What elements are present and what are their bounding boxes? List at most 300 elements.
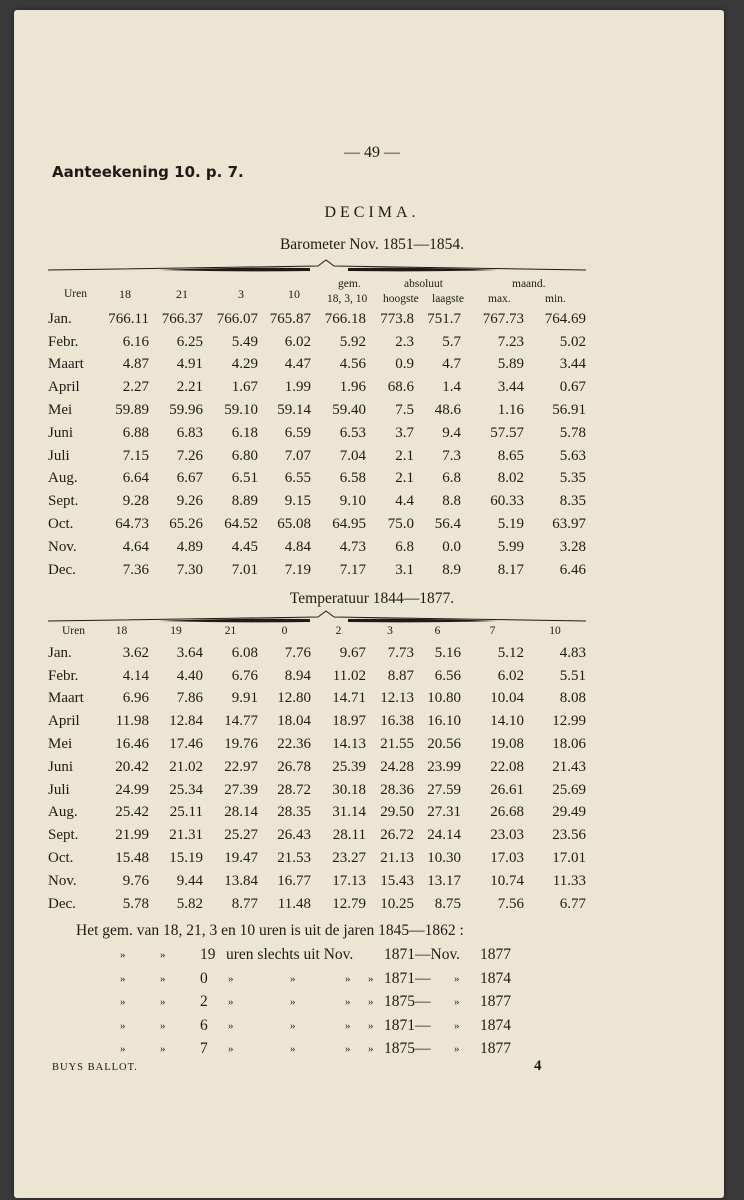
table-cell: 26.43 xyxy=(277,827,311,844)
table-cell: 13.84 xyxy=(224,872,258,889)
baro-header-10: 10 xyxy=(288,287,300,301)
table-cell: 25.39 xyxy=(332,758,366,775)
table-cell: 18.06 xyxy=(552,736,586,753)
annotation-note: Aanteekening 10. p. 7. xyxy=(52,163,244,181)
baro-header-laagste: laagste xyxy=(432,293,464,305)
table-cell: 9.15 xyxy=(284,493,311,510)
ditto-mark: » xyxy=(345,1043,351,1055)
table-cell: 3.44 xyxy=(559,356,586,373)
table-row xyxy=(48,779,586,802)
page-title: DECIMA. xyxy=(324,204,420,221)
column-header: 10 xyxy=(549,625,561,637)
table-cell: 17.01 xyxy=(552,850,586,867)
table-cell: 6.77 xyxy=(559,895,586,912)
baro-header-max: max. xyxy=(488,293,511,305)
table-cell: 5.16 xyxy=(434,644,461,661)
note-line-main: Het gem. van 18, 21, 3 en 10 uren is uit de jaren 1845—1862 : xyxy=(76,922,464,939)
table-cell: 7.26 xyxy=(176,447,203,464)
baro-header-3: 3 xyxy=(238,287,244,301)
table-cell: 6.55 xyxy=(284,470,311,487)
table-cell: 5.12 xyxy=(497,644,524,661)
table-cell: 17.03 xyxy=(490,850,524,867)
table-cell: 6.51 xyxy=(231,470,258,487)
table-cell: 29.50 xyxy=(380,804,414,821)
month-label: April xyxy=(48,713,80,730)
table-cell: 1.99 xyxy=(284,379,311,396)
table-cell: 751.7 xyxy=(427,310,461,327)
table-cell: 8.87 xyxy=(387,667,414,684)
table-cell: 18.97 xyxy=(332,713,366,730)
table-cell: 9.44 xyxy=(176,872,203,889)
note-text: 2 xyxy=(200,993,208,1010)
table-cell: 8.17 xyxy=(497,561,524,578)
sheet-number: 4 xyxy=(534,1058,542,1074)
table-cell: 3.64 xyxy=(176,644,203,661)
ornamental-rule xyxy=(48,258,586,276)
table-cell: 9.10 xyxy=(339,493,366,510)
table-cell: 5.51 xyxy=(559,667,586,684)
table-cell: 26.68 xyxy=(490,804,524,821)
table-cell: 28.14 xyxy=(224,804,258,821)
table-cell: 8.89 xyxy=(231,493,258,510)
table-cell: 22.08 xyxy=(490,758,524,775)
note-text: 1871— xyxy=(384,969,431,987)
table-cell: 9.26 xyxy=(176,493,203,510)
table-cell: 6.56 xyxy=(434,667,461,684)
ditto-mark: » xyxy=(345,996,351,1008)
month-label: Oct. xyxy=(48,850,74,867)
table-cell: 21.02 xyxy=(169,758,203,775)
table-cell: 1.96 xyxy=(339,379,366,396)
column-header: 6 xyxy=(434,625,441,637)
table-cell: 4.83 xyxy=(559,644,586,661)
month-label: Jan. xyxy=(48,310,72,327)
column-header: Uren xyxy=(62,625,85,637)
table-cell: 6.80 xyxy=(231,447,258,464)
table-cell: 31.14 xyxy=(332,804,366,821)
table-cell: 3.62 xyxy=(122,644,149,661)
note-text: 1877 xyxy=(480,993,511,1010)
table-cell: 23.99 xyxy=(427,758,461,775)
author-signature: BUYS BALLOT. xyxy=(52,1062,138,1073)
table-row xyxy=(48,756,586,779)
note-text: 0 xyxy=(200,969,208,987)
table-cell: 7.01 xyxy=(231,561,258,578)
table-cell: 14.13 xyxy=(332,736,366,753)
ditto-mark: » xyxy=(290,1019,296,1032)
table-cell: 14.71 xyxy=(332,690,366,707)
month-label: Aug. xyxy=(48,804,78,821)
table-cell: 11.33 xyxy=(552,872,586,889)
baro-header-hoogste: hoogste xyxy=(383,293,419,305)
month-label: Febr. xyxy=(48,333,79,350)
month-label: Nov. xyxy=(48,538,77,555)
table-cell: 7.07 xyxy=(284,447,311,464)
table-cell: 6.88 xyxy=(122,424,149,441)
table-cell: 5.19 xyxy=(497,516,524,533)
table-cell: 23.27 xyxy=(332,850,366,867)
table-cell: 4.64 xyxy=(122,538,149,555)
table-row xyxy=(48,422,586,445)
table-cell: 17.46 xyxy=(169,736,203,753)
table-cell: 9.4 xyxy=(442,424,461,441)
table-cell: 4.89 xyxy=(176,538,203,555)
table-cell: 25.27 xyxy=(224,827,258,844)
table-cell: 7.23 xyxy=(497,333,524,350)
baro-header-21: 21 xyxy=(176,287,188,301)
table-row xyxy=(48,870,586,893)
month-label: Oct. xyxy=(48,516,74,533)
table-cell: 6.8 xyxy=(442,470,461,487)
month-label: Mei xyxy=(48,402,73,419)
table-cell: 59.10 xyxy=(224,402,258,419)
month-label: Nov. xyxy=(48,872,77,889)
table-cell: 3.28 xyxy=(559,538,586,555)
note-text: 1871— xyxy=(384,1016,431,1034)
ditto-mark: » xyxy=(160,972,166,985)
table-cell: 8.94 xyxy=(284,667,311,684)
month-label: Dec. xyxy=(48,561,76,578)
temperature-title: Temperatuur 1844—1877. xyxy=(289,590,455,607)
table-cell: 6.08 xyxy=(231,644,258,661)
table-cell: 766.11 xyxy=(108,310,149,327)
table-row xyxy=(48,513,586,536)
table-row xyxy=(48,893,586,916)
table-cell: 28.36 xyxy=(380,781,414,798)
table-cell: 6.25 xyxy=(176,333,203,350)
table-cell: 22.97 xyxy=(224,758,258,775)
table-cell: 10.30 xyxy=(427,850,461,867)
note-text: 6 xyxy=(200,1016,208,1034)
table-cell: 65.26 xyxy=(169,516,203,533)
table-cell: 64.73 xyxy=(115,516,149,533)
table-cell: 4.84 xyxy=(284,538,311,555)
note-text: 1874 xyxy=(480,1016,511,1034)
temperature-table xyxy=(48,620,586,916)
table-cell: 12.84 xyxy=(169,713,203,730)
table-cell: 60.33 xyxy=(490,493,524,510)
table-cell: 8.65 xyxy=(497,447,524,464)
month-label: Sept. xyxy=(48,493,79,510)
table-cell: 27.39 xyxy=(224,781,258,798)
table-cell: 0.9 xyxy=(395,356,414,373)
table-cell: 2.27 xyxy=(122,379,149,396)
table-row xyxy=(48,490,586,513)
table-cell: 25.42 xyxy=(115,804,149,821)
table-cell: 3.1 xyxy=(395,561,414,578)
table-cell: 28.11 xyxy=(332,827,366,844)
table-cell: 48.6 xyxy=(434,402,461,419)
table-cell: 12.80 xyxy=(277,690,311,707)
table-cell: 7.04 xyxy=(339,447,366,464)
table-cell: 1.16 xyxy=(497,402,524,419)
table-cell: 7.56 xyxy=(497,895,524,912)
table-cell: 5.7 xyxy=(442,333,461,350)
ditto-mark: » xyxy=(120,996,126,1008)
table-cell: 14.77 xyxy=(224,713,258,730)
ditto-mark: » xyxy=(454,972,460,985)
table-cell: 24.99 xyxy=(115,781,149,798)
table-cell: 4.4 xyxy=(395,493,414,510)
table-cell: 25.11 xyxy=(169,804,203,821)
table-cell: 15.48 xyxy=(115,850,149,867)
table-cell: 2.1 xyxy=(395,470,414,487)
ditto-mark: » xyxy=(160,949,166,961)
table-cell: 20.42 xyxy=(115,758,149,775)
table-cell: 4.73 xyxy=(339,538,366,555)
baro-header-maand: maand. xyxy=(512,278,546,290)
ditto-mark: » xyxy=(160,1043,166,1055)
column-header: 18 xyxy=(115,625,128,637)
table-cell: 64.52 xyxy=(224,516,258,533)
ditto-mark: » xyxy=(368,1019,374,1032)
table-cell: 23.03 xyxy=(490,827,524,844)
table-cell: 1.67 xyxy=(231,379,258,396)
table-cell: 4.40 xyxy=(176,667,203,684)
ditto-mark: » xyxy=(454,996,460,1008)
table-cell: 19.47 xyxy=(224,850,258,867)
table-cell: 766.37 xyxy=(161,310,203,327)
month-label: Sept. xyxy=(48,827,79,844)
table-cell: 26.72 xyxy=(380,827,414,844)
month-label: Juli xyxy=(48,781,70,798)
table-cell: 5.82 xyxy=(176,895,203,912)
table-cell: 21.43 xyxy=(552,758,586,775)
table-cell: 23.56 xyxy=(552,827,586,844)
table-cell: 21.13 xyxy=(380,850,414,867)
table-cell: 3.44 xyxy=(497,379,524,396)
table-row xyxy=(48,733,586,756)
table-cell: 56.4 xyxy=(434,516,461,533)
table-cell: 5.49 xyxy=(231,333,258,350)
table-cell: 20.56 xyxy=(427,736,461,753)
ditto-mark: » xyxy=(345,1019,351,1032)
table-cell: 6.18 xyxy=(231,424,258,441)
barometer-table xyxy=(48,308,586,582)
ditto-mark: » xyxy=(368,996,374,1008)
table-row xyxy=(48,710,586,733)
table-cell: 6.67 xyxy=(176,470,203,487)
table-cell: 10.74 xyxy=(490,872,524,889)
note-text: 7 xyxy=(200,1040,208,1057)
table-row xyxy=(48,399,586,422)
table-cell: 59.14 xyxy=(277,402,311,419)
table-cell: 7.76 xyxy=(284,644,311,661)
table-cell: 4.45 xyxy=(231,538,258,555)
table-cell: 1.4 xyxy=(442,379,461,396)
note-text: 1874 xyxy=(480,969,511,987)
table-cell: 6.83 xyxy=(176,424,203,441)
table-cell: 24.14 xyxy=(427,827,461,844)
table-cell: 773.8 xyxy=(380,310,414,327)
table-row xyxy=(48,445,586,468)
table-cell: 63.97 xyxy=(552,516,586,533)
table-cell: 59.40 xyxy=(332,402,366,419)
month-label: Dec. xyxy=(48,895,76,912)
ditto-mark: » xyxy=(454,1043,460,1055)
table-row xyxy=(48,559,586,582)
table-cell: 4.87 xyxy=(122,356,149,373)
table-cell: 30.18 xyxy=(332,781,366,798)
table-cell: 8.35 xyxy=(559,493,586,510)
table-cell: 3.7 xyxy=(395,424,414,441)
table-cell: 9.67 xyxy=(339,644,366,661)
ditto-mark: » xyxy=(120,972,126,985)
table-cell: 4.47 xyxy=(284,356,311,373)
table-cell: 7.5 xyxy=(395,402,414,419)
ditto-mark: » xyxy=(160,1019,166,1032)
month-label: Mei xyxy=(48,736,73,753)
table-cell: 26.61 xyxy=(490,781,524,798)
table-cell: 8.8 xyxy=(442,493,461,510)
ditto-mark: » xyxy=(228,996,234,1008)
month-label: Jan. xyxy=(48,644,72,661)
table-cell: 5.92 xyxy=(339,333,366,350)
table-cell: 8.75 xyxy=(434,895,461,912)
table-cell: 68.6 xyxy=(387,379,414,396)
table-cell: 8.08 xyxy=(559,690,586,707)
month-label: April xyxy=(48,379,80,396)
ditto-mark: » xyxy=(120,1019,126,1032)
month-label: Febr. xyxy=(48,667,79,684)
note-text: 19 xyxy=(200,946,216,963)
table-row xyxy=(48,824,586,847)
month-label: Maart xyxy=(48,356,84,373)
table-row xyxy=(48,354,586,377)
table-cell: 16.77 xyxy=(277,872,311,889)
table-cell: 765.87 xyxy=(269,310,311,327)
month-label: Maart xyxy=(48,690,84,707)
table-cell: 2.1 xyxy=(395,447,414,464)
table-cell: 7.73 xyxy=(387,644,414,661)
table-cell: 5.35 xyxy=(559,470,586,487)
table-cell: 25.34 xyxy=(169,781,203,798)
table-row xyxy=(48,688,586,711)
table-cell: 16.46 xyxy=(115,736,149,753)
table-cell: 5.99 xyxy=(497,538,524,555)
table-cell: 9.28 xyxy=(122,493,149,510)
table-cell: 8.9 xyxy=(442,561,461,578)
table-cell: 6.46 xyxy=(559,561,586,578)
table-cell: 7.3 xyxy=(442,447,461,464)
table-cell: 5.63 xyxy=(559,447,586,464)
baro-header-gem: gem. xyxy=(338,278,361,290)
table-cell: 5.78 xyxy=(122,895,149,912)
ditto-mark: » xyxy=(228,1019,234,1032)
table-cell: 18.04 xyxy=(277,713,311,730)
table-cell: 17.13 xyxy=(332,872,366,889)
table-cell: 64.95 xyxy=(332,516,366,533)
table-cell: 28.72 xyxy=(277,781,311,798)
ditto-mark: » xyxy=(228,972,234,985)
table-cell: 56.91 xyxy=(552,402,586,419)
table-cell: 7.17 xyxy=(339,561,366,578)
table-cell: 57.57 xyxy=(490,424,524,441)
table-cell: 766.07 xyxy=(216,310,258,327)
table-cell: 27.59 xyxy=(427,781,461,798)
table-cell: 4.91 xyxy=(176,356,203,373)
table-row xyxy=(48,642,586,665)
month-label: Juni xyxy=(48,424,74,441)
table-cell: 28.35 xyxy=(277,804,311,821)
table-row xyxy=(48,847,586,870)
table-cell: 767.73 xyxy=(482,310,524,327)
table-row xyxy=(48,331,586,354)
table-cell: 12.13 xyxy=(380,690,414,707)
column-header: 19 xyxy=(170,625,182,637)
ditto-mark: » xyxy=(368,1043,374,1055)
note-text: uren slechts uit Nov. xyxy=(226,946,354,963)
table-cell: 10.25 xyxy=(380,895,414,912)
ditto-mark: » xyxy=(290,972,296,985)
ditto-mark: » xyxy=(454,1019,460,1032)
table-cell: 26.78 xyxy=(277,758,311,775)
table-cell: 7.19 xyxy=(284,561,311,578)
table-cell: 6.02 xyxy=(284,333,311,350)
table-cell: 7.86 xyxy=(176,690,203,707)
table-row xyxy=(48,536,586,559)
table-cell: 6.8 xyxy=(395,538,414,555)
note-text: 1877 xyxy=(480,946,511,963)
table-cell: 6.16 xyxy=(122,333,149,350)
table-cell: 6.96 xyxy=(122,690,149,707)
ditto-mark: » xyxy=(368,972,374,985)
column-header: 3 xyxy=(387,625,393,637)
baro-header-min: min. xyxy=(545,293,566,305)
ditto-mark: » xyxy=(160,996,166,1008)
ditto-mark: » xyxy=(290,1043,296,1055)
column-header: 0 xyxy=(281,625,288,637)
baro-header-18: 18 xyxy=(119,287,131,301)
table-cell: 21.99 xyxy=(115,827,149,844)
table-cell: 7.30 xyxy=(176,561,203,578)
table-cell: 7.15 xyxy=(122,447,149,464)
table-cell: 27.31 xyxy=(427,804,461,821)
table-cell: 10.04 xyxy=(490,690,524,707)
table-cell: 7.36 xyxy=(122,561,149,578)
table-cell: 14.10 xyxy=(490,713,524,730)
month-label: Juni xyxy=(48,758,74,775)
table-cell: 11.98 xyxy=(115,713,149,730)
table-cell: 22.36 xyxy=(277,736,311,753)
table-cell: 15.43 xyxy=(380,872,414,889)
table-cell: 4.7 xyxy=(442,356,461,373)
table-cell: 2.3 xyxy=(395,333,414,350)
column-header: 7 xyxy=(489,625,496,637)
table-cell: 2.21 xyxy=(176,379,203,396)
table-cell: 9.76 xyxy=(122,872,149,889)
ditto-mark: » xyxy=(228,1043,234,1055)
table-cell: 4.56 xyxy=(339,356,366,373)
table-cell: 25.69 xyxy=(552,781,586,798)
ditto-mark: » xyxy=(290,996,296,1008)
table-cell: 766.18 xyxy=(324,310,366,327)
table-cell: 6.76 xyxy=(231,667,258,684)
table-cell: 6.58 xyxy=(339,470,366,487)
table-cell: 6.64 xyxy=(122,470,149,487)
baro-header-uren: Uren xyxy=(64,288,87,300)
table-cell: 75.0 xyxy=(387,516,414,533)
ditto-mark: » xyxy=(120,949,126,961)
table-cell: 10.80 xyxy=(427,690,461,707)
baro-header-absoluut: absoluut xyxy=(404,278,443,290)
table-cell: 16.10 xyxy=(427,713,461,730)
table-cell: 24.28 xyxy=(380,758,414,775)
table-cell: 5.02 xyxy=(559,333,586,350)
table-cell: 5.89 xyxy=(497,356,524,373)
table-cell: 6.53 xyxy=(339,424,366,441)
ditto-mark: » xyxy=(345,972,351,985)
